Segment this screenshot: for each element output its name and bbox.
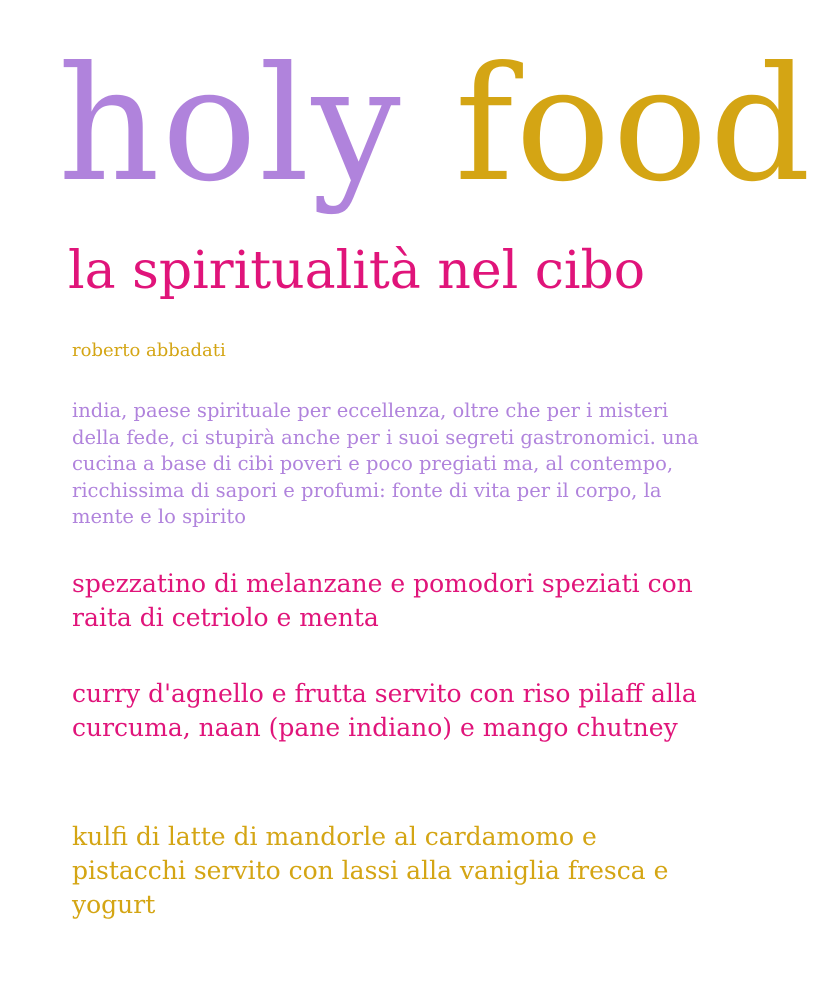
title-word-food: food [454, 33, 813, 217]
author-name: roberto abbadati [72, 340, 226, 361]
dish-item-1: spezzatino di melanzane e pomodori speziati con raita di cetriolo e menta [72, 569, 693, 632]
dish-item-3: kulfi di latte di mandorle al cardamomo e pistacchi servito con lassi alla vaniglia fresca e yogurt [72, 822, 669, 919]
intro-paragraph: india, paese spirituale per eccellenza, oltre che per i misteri della fede, ci stupirà anche per i suoi segreti gastronomici. una cucina a base di cibi poveri e poco pregiati ma, al contempo, ricchissima di sapori e profumi: fonte di vita per il corpo, la mente e lo spirito [72, 399, 699, 528]
page-title [58, 33, 813, 217]
title-word-holy: holy [58, 33, 403, 217]
dish-item-2: curry d'agnello e frutta servito con riso pilaff alla curcuma, naan (pane indiano) e mango chutney [72, 679, 697, 742]
page-subtitle: la spiritualità nel cibo [68, 241, 646, 301]
